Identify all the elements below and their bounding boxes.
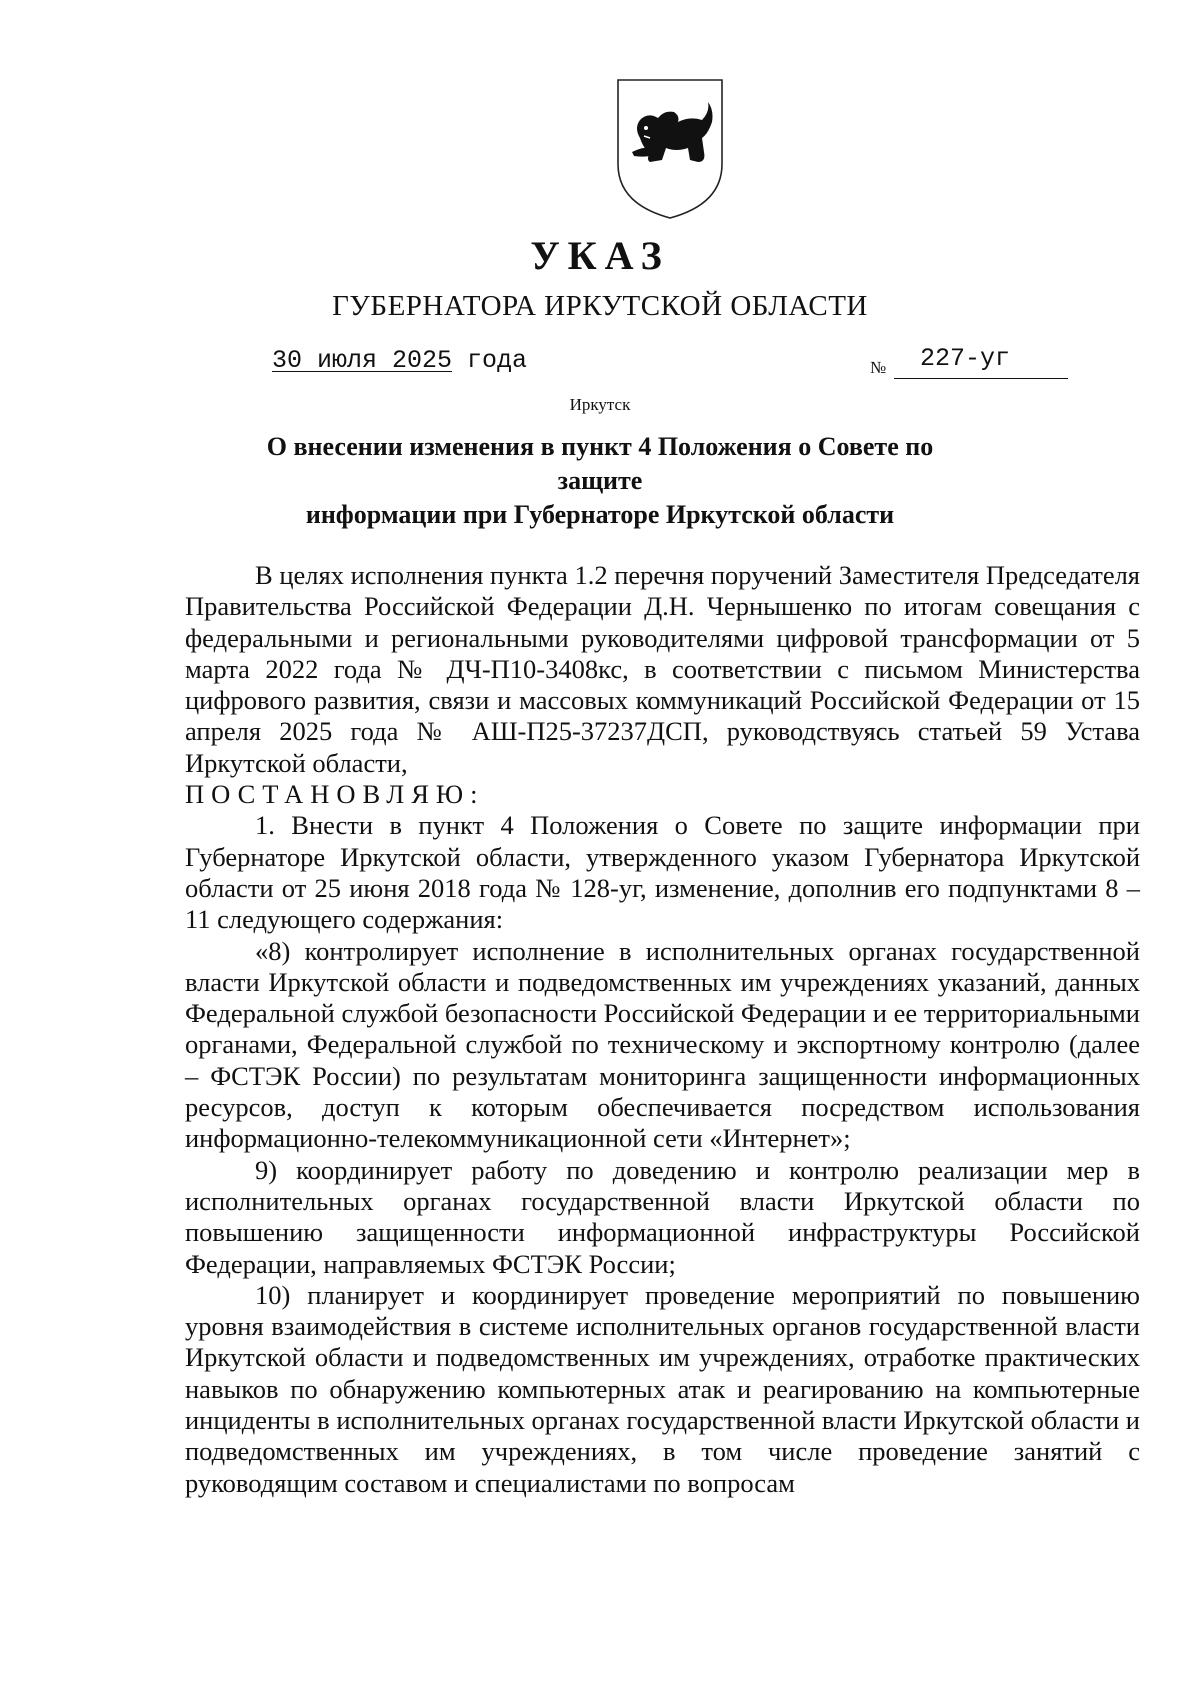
number-underline (894, 378, 1068, 379)
document-body (185, 560, 1140, 1499)
subitem-10-paragraph: 10) планирует и координирует проведение мероприятий по повышению уровня взаимодействия в системе исполнительных органов государственной власти Иркутской области и подведомственных им учреждениях, отработке практических навыков по обнаружению компьютерных атак и реагированию на компьютерные инциденты в исполнительных органах государственной власти Иркутской области и подведомственных им учреждениях, в том числе проведение занятий с руководящим составом и специалистами по вопросам (185, 1279, 1140, 1498)
heading-line-1: О внесении изменения в пункт 4 Положения о Совете по защите (266, 432, 934, 495)
preamble-paragraph: В целях исполнения пункта 1.2 перечня поручений Заместителя Председателя Правительства Российской Федерации Д.Н. Чернышенко по итогам совещания с федеральными и региональными руководителями цифровой трансформации от 5 марта 2022 года № ДЧ-П10-3408кс, в соответствии с письмом Министерства цифрового развития, связи и массовых коммуникаций Российской Федерации от 15 апреля 2025 года № АШ-П25-37237ДСП, руководствуясь статьей 59 Устава Иркутской области, (185, 560, 1140, 778)
document-title: УКАЗ (530, 233, 670, 278)
coat-of-arms-icon (610, 76, 730, 222)
number-sign: № (870, 358, 887, 377)
date-suffix: года (452, 346, 528, 375)
city: Иркутск (569, 395, 631, 414)
decree-heading (230, 430, 970, 532)
heading-line-2: информации при Губернаторе Иркутской области (305, 500, 895, 529)
date-value: 30 июля 2025 (272, 346, 453, 375)
subitem-8-paragraph: «8) контролирует исполнение в исполнительных органах государственной власти Иркутской области и подведомственных им учреждениях указаний, данных Федеральной службой безопасности Российской Федерации и ее территориальными органами, Федеральной службой по техническому и экспортному контролю (далее – ФСТЭК России) по результатам мониторинга защищенности информационных ресурсов, доступ к которым обеспечивается посредством использования информационно-телекоммуникационной сети «Интернет»; (185, 935, 1140, 1154)
subitem-9-paragraph: 9) координирует работу по доведению и контролю реализации мер в исполнительных органах государственной власти Иркутской области по повышению защищенности информационной инфраструктуры Российской Федерации, направляемых ФСТЭК России; (185, 1154, 1140, 1279)
item-1-paragraph: 1. Внести в пункт 4 Положения о Совете по защите информации при Губернаторе Иркутской области, утвержденного указом Губернатора Иркутской области от 25 июня 2018 года № 128-уг, изменение, дополнив его подпунктами 8 – 11 следующего содержания: (185, 810, 1140, 935)
resolve-word: ПОСТАНОВЛЯЮ: (185, 779, 485, 810)
decree-number: 227-уг (920, 344, 1011, 373)
issuer-title: ГУБЕРНАТОРА ИРКУТСКОЙ ОБЛАСТИ (332, 290, 868, 322)
decree-date (272, 346, 527, 376)
